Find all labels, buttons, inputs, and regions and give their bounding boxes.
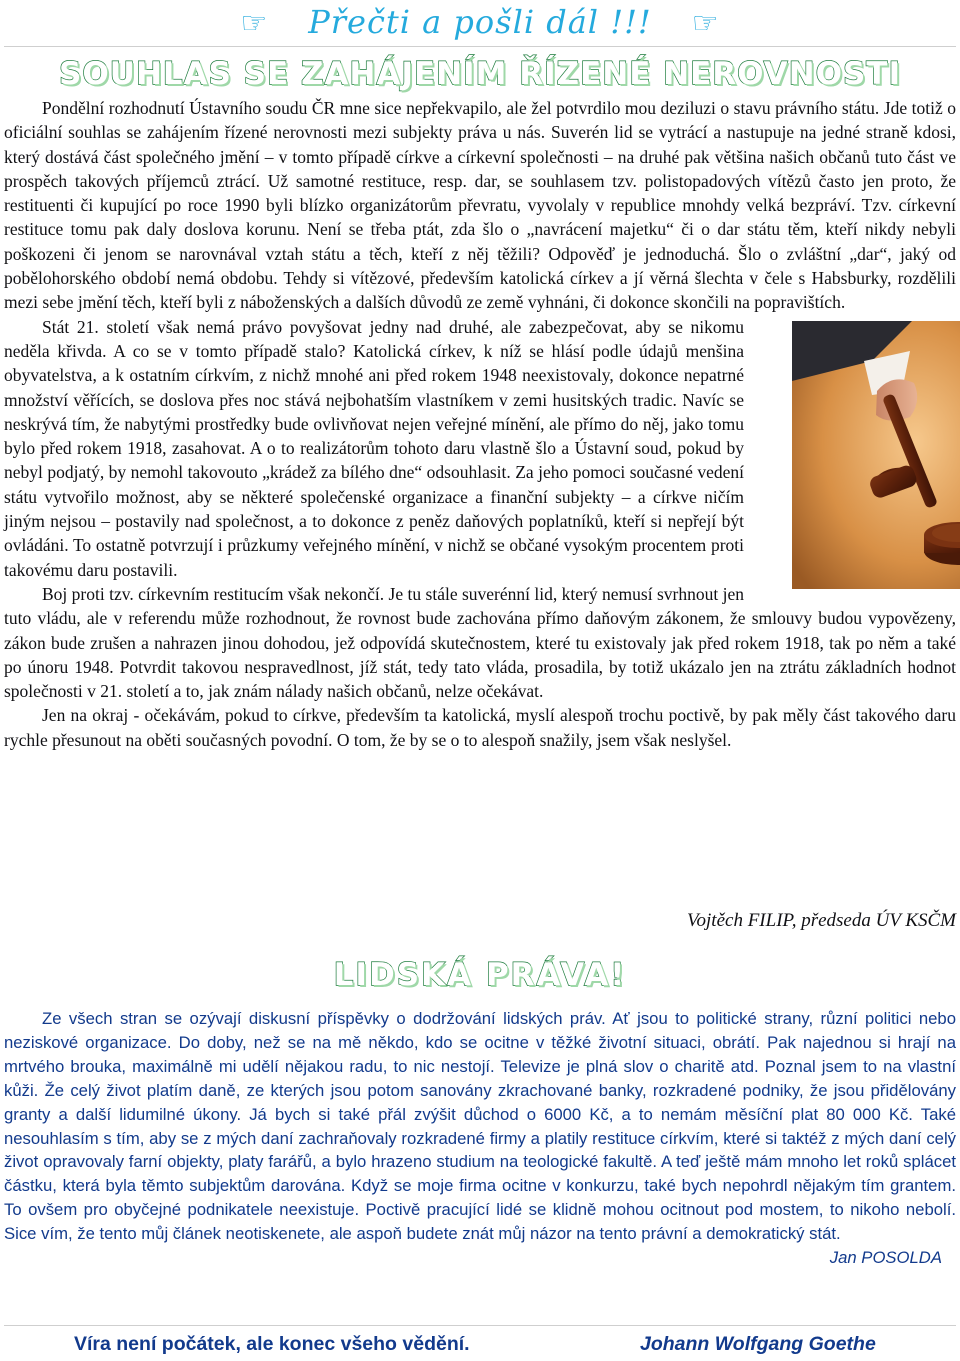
footer-quote: Víra není počátek, ale konec všeho vědění. [74,1333,470,1355]
article1-paragraph-2-text: Stát 21. století však nemá právo povyšovat jedny nad druhé, ale zabezpečovat, aby se nikomu neděla křivda. A co se v tomto případě stalo? Katolická církev, k níž se hlásí podle údajů menšina obyvatelstva, a k ostatním církvím, z nichž mnohé ani před rokem 1948 neexistovaly, dokonce nepatrné množství věřících, se doslova přes noc stává nejbohatším vlastníkem v zemi husitských tradic. Navíc se neskrývá tím, že nabytými prostředky bude ovlivňovat nejen veřejné mínění, ale přímo do něj, jako tomu bylo před rokem 1918, zasahovat. A o to realizátorům tohoto daru vlastně šlo a Ústavní soud, pokud by nebyl podjatý, by nemohl takovouto „krádež za bílého dne“ odsouhlasit. Za jeho pomoci současné vedení státu vytvořilo možnost, aby se některé společenské organizace a finanční subjekty – a církve ničím jiným nejsou – postavily nad společnost, a to dokonce z peněz daňových poplatníků, kteří si nepřejí být ovládáni. To ostatně potvrzují i průzkumy veřejného mínění, v nichž se občané vysokým procentem proti takovému daru postavili. [4,316,744,580]
banner-text: Přečti a pošli dál !!! [308,3,652,41]
gavel-image [754,321,960,589]
top-divider [4,46,956,47]
top-banner [0,0,960,44]
article1-paragraph-4: Jen na okraj - očekávám, pokud to církve, především ta katolická, myslí alespoň trochu poctivě, by pak měly část takového daru rychle přesunout na oběti současných povodní. O tom, že by se o to alespoň snažily, jsem však neslyšel. [4,705,956,750]
bottom-divider [4,1325,956,1326]
article1-paragraph-3: Boj proti tzv. církevním restitucím však nekončí. Je tu stále suverénní lid, který nemusí svrhnout jen tuto vládu, ale v referendu může rozhodnout, že rovnost bude zachována přímo daňovým zákonem, že smlouvy budou vypovězeny, zákon bude zrušen a nahrazen jinou dohodou, jež odpovídá skutečnostem, které tu existovaly jak před rokem 1918, tak po něm a také po únoru 1948. Potvrdit takovou nespravedlnost, jíž stát, tedy tato vláda, prosadila, by totiž ukázalo jen na ztrátu základních hodnot společnosti v 21. století a to, jak znám nálady našich občanů, nelze očekávat. [4,583,956,702]
article1-paragraph-2 [4,315,956,582]
footer-author: Johann Wolfgang Goethe [640,1333,876,1355]
article1-title: SOUHLAS SE ZAHÁJENÍM ŘÍZENÉ NEROVNOSTI [59,56,901,92]
article2-title: LIDSKÁ PRÁVA! [333,957,627,993]
article2-paragraph [4,1007,956,1268]
article1-body [4,96,956,752]
article2-body [4,1007,956,1270]
article2-signature: Jan POSOLDA [829,1248,942,1268]
article2-paragraph-text: Ze všech stran se ozývají diskusní příspěvky o dodržování lidských práv. Ať jsou to politické strany, různí politici nebo neziskové organizace. Do doby, než se na mě někdo, kdo se ocitne v těžké životní situaci, obrátí. Pak najednou si hrají na mrtvého brouka, maximálně mi udělí nějakou radu, to nic nestojí. Televize je plná slov o charitě atd. Poznal jsem to na vlastní kůži. Že celý život platím daně, ze kterých jsou potom sanovány zkrachované banky, rozkradené podniky, že jsou přidělovány granty a další lidumilné úkony. Já bych si také přál zvýšit důchod o 6000 Kč, a to nemám měsíční plat 80 000 Kč. Také nesouhlasím s tím, aby se z mých daní zachraňovaly rozkradené firmy a platily restituce církvím, které si taktéž z mých daní celý život opravovaly farní objekty, platy farářů, a bylo hrazeno studium na teologické fakultě. A teď ještě mám mnoho let roků splácet částku, která byla těmto subjektům darována. Když se moje firma ocitne v konkurzu, také bych nepohrdl nějakým tím grantem. To ovšem pro obyčejné podnikatele neexistuje. Poctivě pracující lidé se klidně mohou ocitnout pod mostem, to nikoho nebolí. Sice vím, že tento můj článek neotiskenete, ale aspoň budete znát můj názor na tento právní a demokratický stát. [4,1009,956,1244]
pointing-hand-icon: ☞ [240,6,269,41]
article1-signature: Vojtěch FILIP, předseda ÚV KSČM [687,910,956,931]
pointing-hand-icon: ☞ [691,6,720,41]
article1-paragraph-1: Pondělní rozhodnutí Ústavního soudu ČR mne sice nepřekvapilo, ale žel potvrdilo mou deziluzi o stavu právního státu. Jde totiž o oficiální souhlas se zahájením řízené nerovnosti mezi subjekty práva u nás. Suverén lid se vytrácí a nastupuje na jedné straně kdosi, který dostává část společného jmění – v tomto případě církve a církevní společnosti – na druhé pak většina našich občanů tuto část ve prospěch takových příjemců ztrácí. Už samotné restituce, resp. dar, se souhlasem tzv. polistopadových vítězů často jen proto, že restituenti či kupující po roce 1990 byli blízko organizátorům převratu, vyvolaly v republice mnohdy velká bezpráví. Tzv. církevní restituce tomu pak daly doslova korunu. Není se třeba ptát, zda šlo o „navrácení majetku“ či o dar státu těm, kteří nikdy nebyli poškozeni či jenom se narovnával vztah státu a těch, kteří z něj těžili? Odpověď je jednoduchá. Šlo o zvláštní „dar“, jaký od pobělohorského období nemá obdobu. Tehdy si vítězové, především katolická církev a jí věrná šlechta v čele s Habsburky, rozdělili mezi sebe jmění těch, kteří byli z náboženských a dalších důvodů ze země vyhnáni, či dokonce skončili na popravištích. [4,98,956,313]
